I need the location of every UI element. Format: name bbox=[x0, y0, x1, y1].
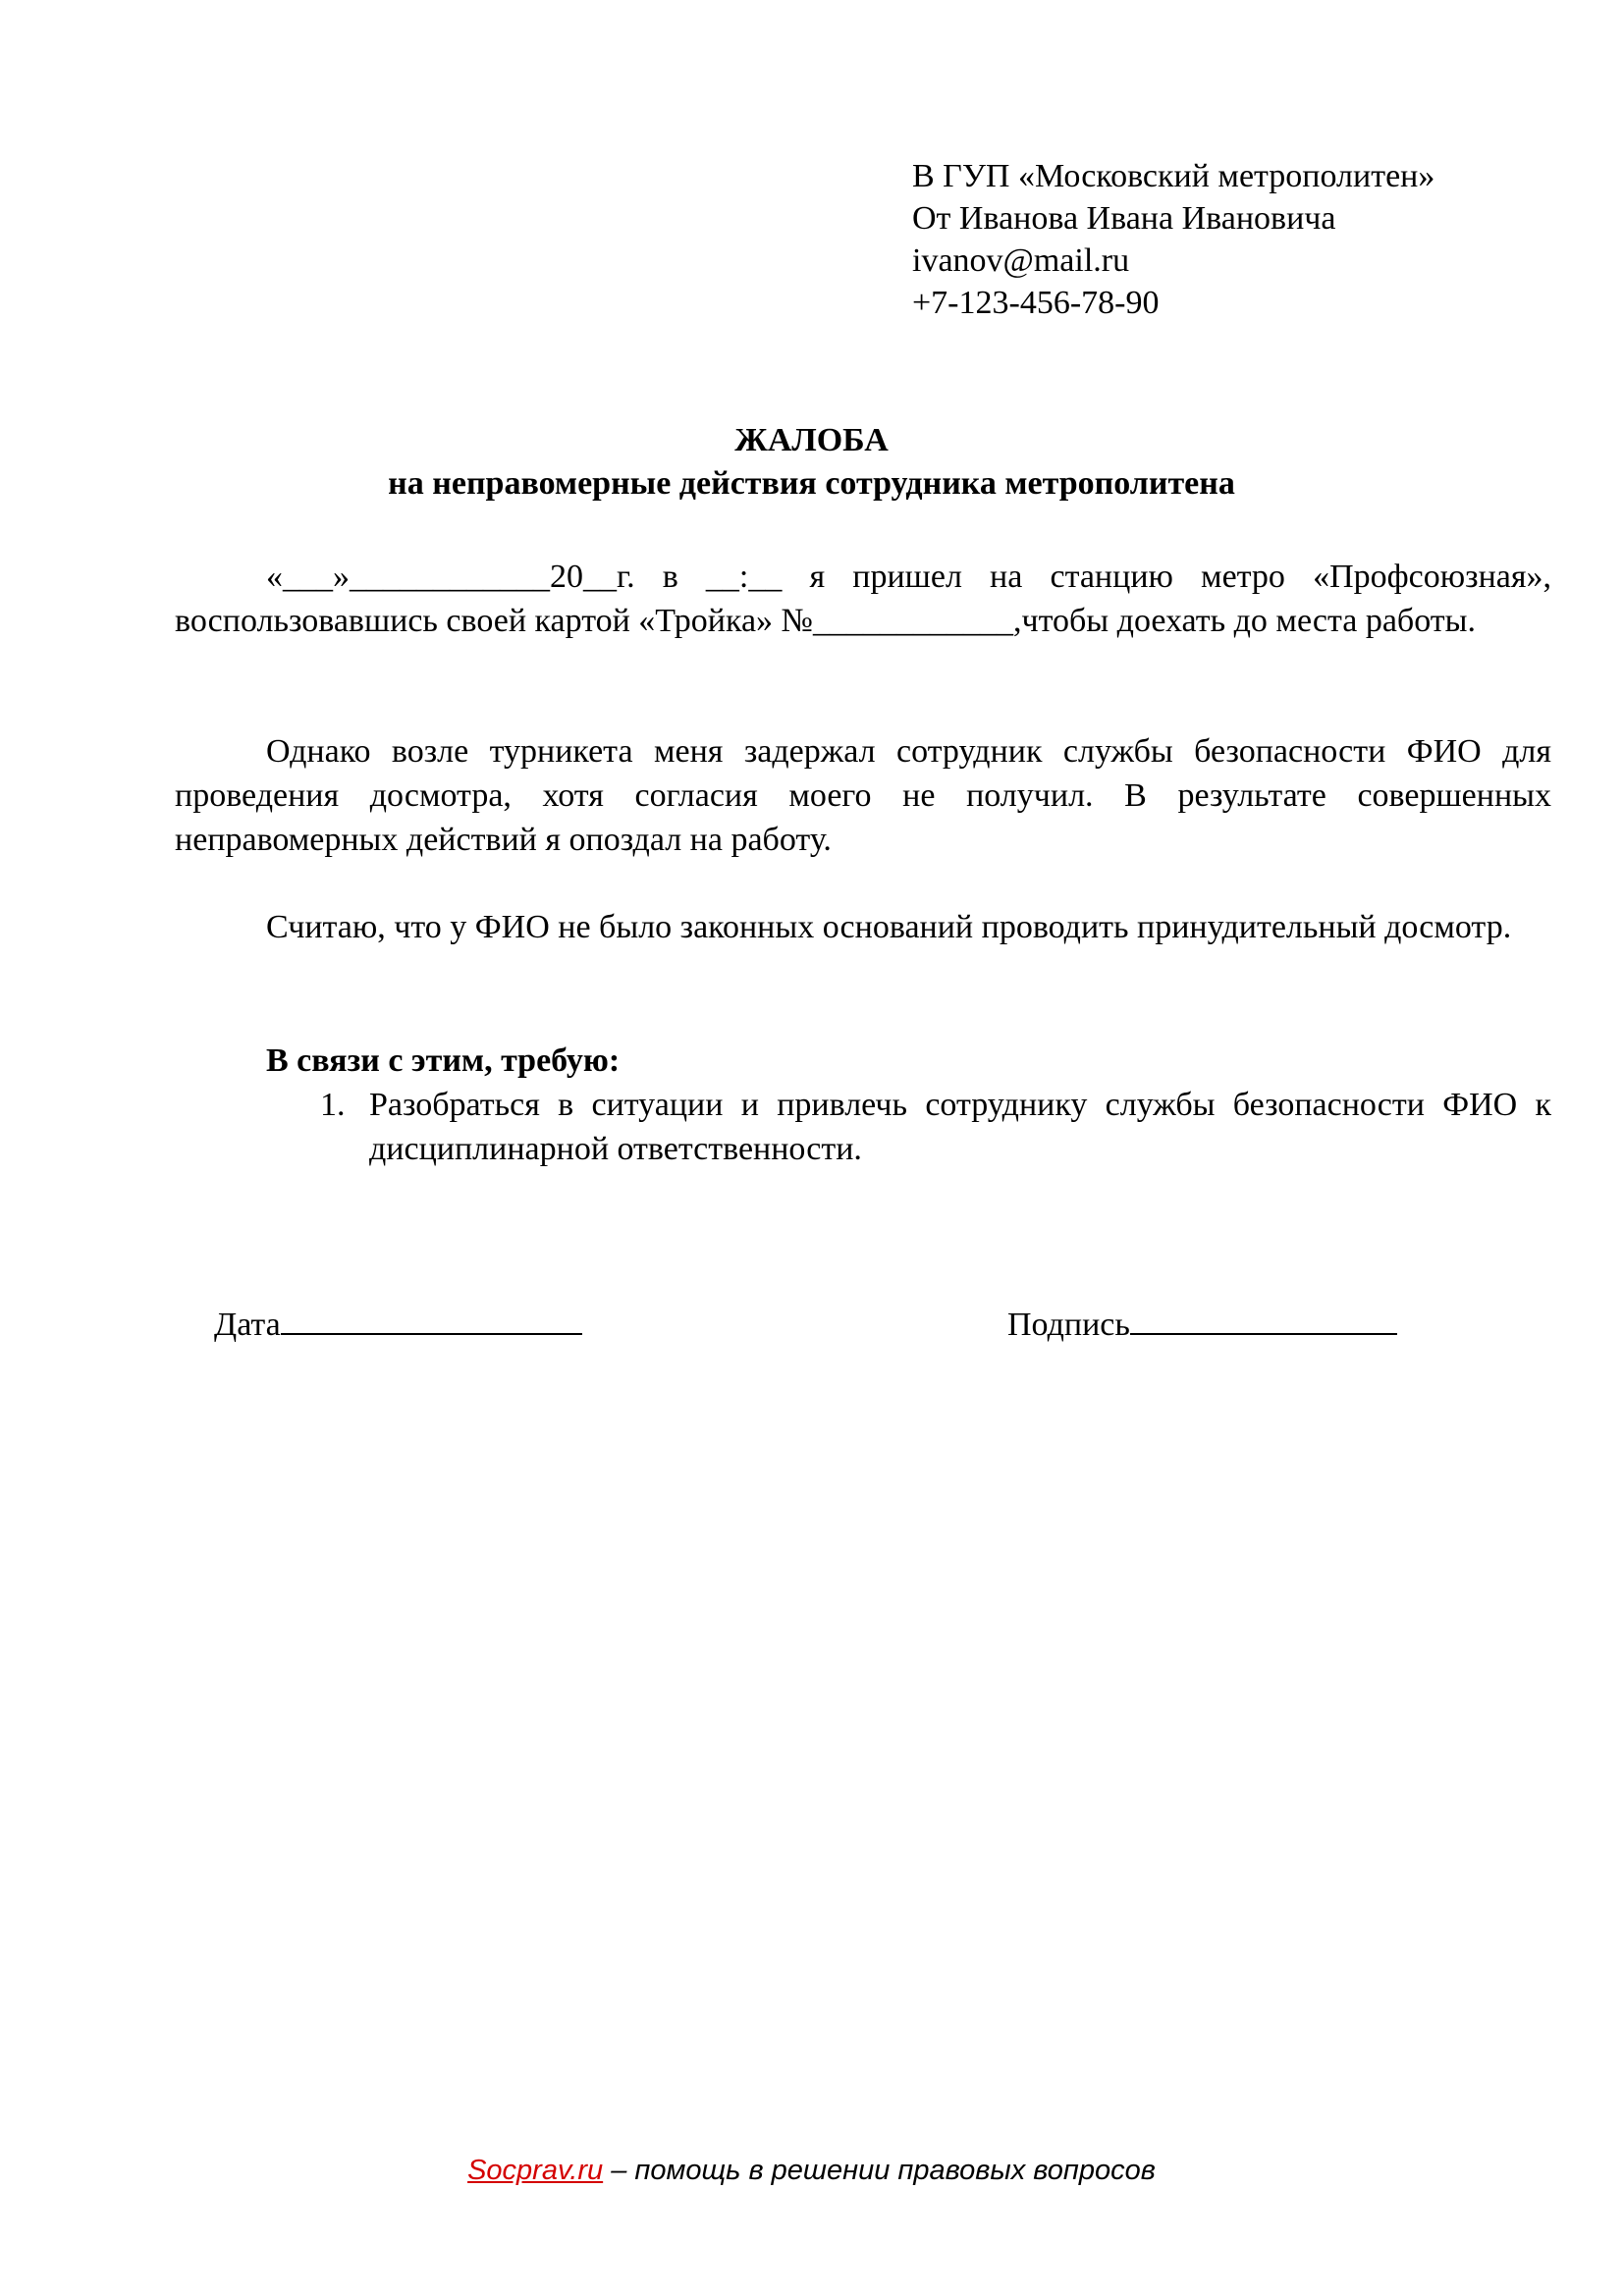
date-label: Дата bbox=[214, 1307, 281, 1343]
sender-email: ivanov@mail.ru bbox=[912, 242, 1130, 279]
sender-name: От Иванова Ивана Ивановича bbox=[912, 200, 1336, 237]
sender-phone: +7-123-456-78-90 bbox=[912, 285, 1160, 321]
list-item-text: Разобраться в ситуации и привлечь сотруднику службы безопасности ФИО к дисциплинарной ответственности. bbox=[369, 1087, 1551, 1167]
paragraph-opinion: Считаю, что у ФИО не было законных оснований проводить принудительный досмотр. bbox=[266, 909, 1512, 945]
paragraph-detention: Однако возле турникета меня задержал сотрудник службы безопасности ФИО для проведения досмотра, хотя согласия моего не получил. В результате совершенных неправомерных действий я опоздал на работу. bbox=[175, 733, 1551, 858]
signature-blank-line bbox=[1130, 1304, 1397, 1335]
addressee-organization: В ГУП «Московский метрополитен» bbox=[912, 158, 1435, 194]
footer-site-link[interactable]: Socprav.ru bbox=[467, 2155, 604, 2186]
footer-tagline: – помощь в решении правовых вопросов bbox=[603, 2155, 1156, 2186]
signature-field bbox=[1007, 1303, 1397, 1347]
list-item-number: 1. bbox=[320, 1087, 346, 1123]
title-main: ЖАЛОБА bbox=[734, 422, 889, 458]
signature-label: Подпись bbox=[1007, 1307, 1130, 1343]
paragraph-incident: «___»____________20__г. в __:__ я пришел на станцию метро «Профсоюзная», воспользовавшись своей картой «Тройка» №____________,чтобы доехать до места работы. bbox=[175, 559, 1551, 639]
list-item bbox=[320, 1083, 1551, 1171]
demands-list bbox=[320, 1083, 1551, 1171]
title-subtitle: на неправомерные действия сотрудника метрополитена bbox=[388, 465, 1235, 502]
demands-heading: В связи с этим, требую: bbox=[266, 1042, 621, 1079]
date-field bbox=[214, 1303, 582, 1347]
addressee-block bbox=[912, 155, 1434, 324]
document-title bbox=[0, 419, 1623, 506]
date-blank-line bbox=[281, 1304, 582, 1335]
footer bbox=[0, 2153, 1623, 2188]
